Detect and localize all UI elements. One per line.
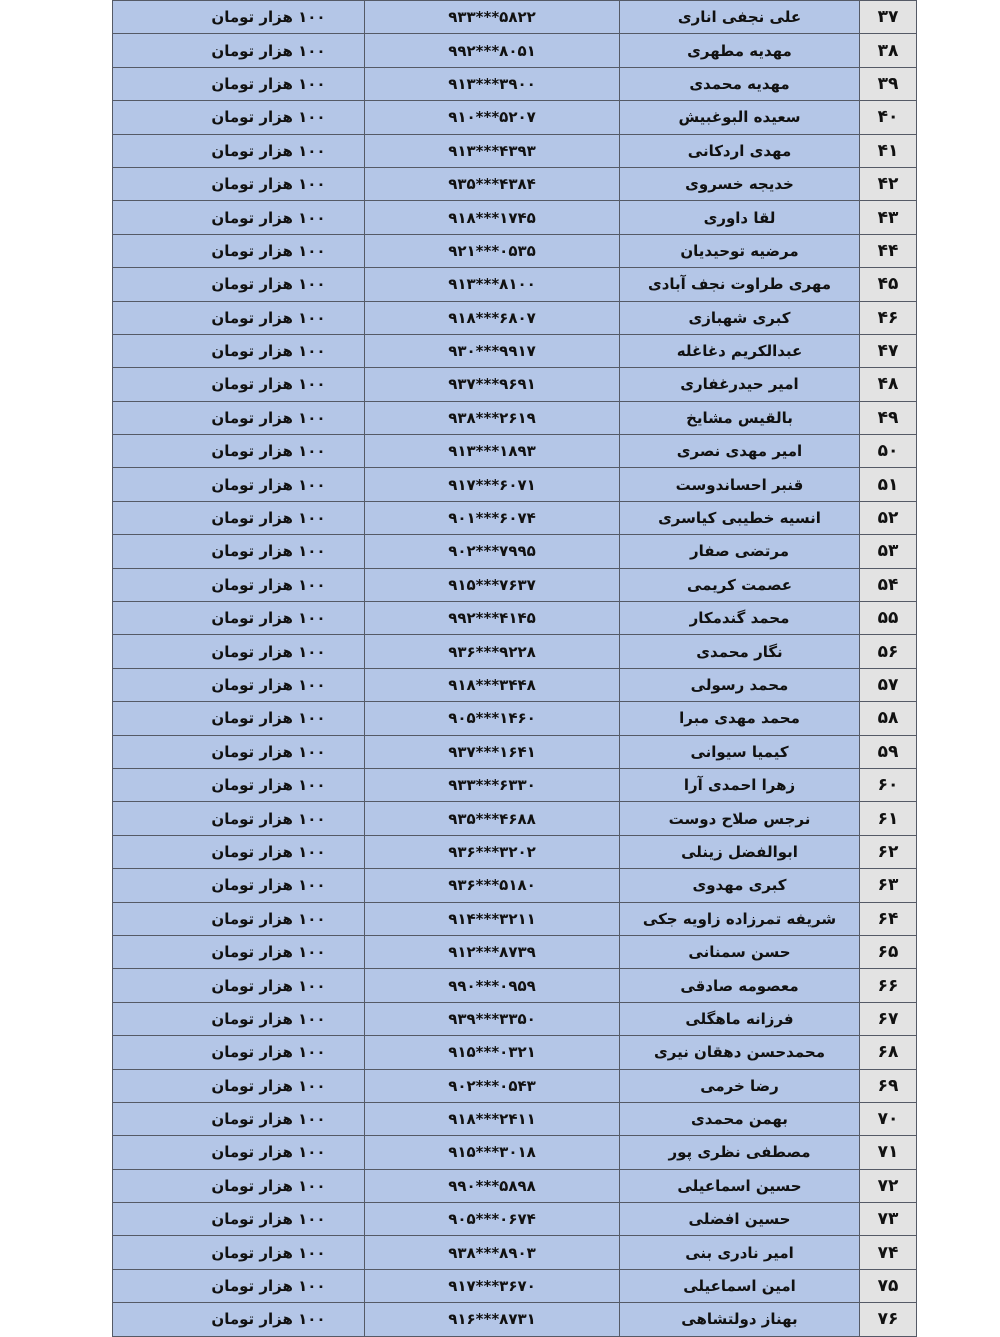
phone-number: ۹۱۳***۱۸۹۳ bbox=[365, 435, 620, 468]
phone-number: ۹۹۲***۴۱۴۵ bbox=[365, 602, 620, 635]
row-number: ۴۱ bbox=[860, 134, 917, 167]
phone-number: ۹۱۶***۸۷۳۱ bbox=[365, 1303, 620, 1336]
row-number: ۶۲ bbox=[860, 835, 917, 868]
row-number: ۳۹ bbox=[860, 67, 917, 100]
row-number: ۵۴ bbox=[860, 568, 917, 601]
table-row bbox=[113, 201, 917, 234]
row-number: ۵۳ bbox=[860, 535, 917, 568]
table-row bbox=[113, 1036, 917, 1069]
phone-number: ۹۰۱***۶۰۷۴ bbox=[365, 501, 620, 534]
winner-name: عصمت کریمی bbox=[620, 568, 860, 601]
phone-number: ۹۰۵***۱۴۶۰ bbox=[365, 702, 620, 735]
phone-number: ۹۱۵***۳۰۱۸ bbox=[365, 1136, 620, 1169]
row-number: ۴۰ bbox=[860, 101, 917, 134]
winner-name: مصطفی نظری پور bbox=[620, 1136, 860, 1169]
table-row bbox=[113, 1102, 917, 1135]
prize-amount: ۱۰۰ هزار تومان bbox=[113, 1069, 365, 1102]
winner-name: محمد مهدی مبرا bbox=[620, 702, 860, 735]
row-number: ۴۳ bbox=[860, 201, 917, 234]
phone-number: ۹۱۴***۳۲۱۱ bbox=[365, 902, 620, 935]
prize-amount: ۱۰۰ هزار تومان bbox=[113, 1303, 365, 1336]
row-number: ۷۶ bbox=[860, 1303, 917, 1336]
table-row bbox=[113, 635, 917, 668]
winner-name: محمد گندمکار bbox=[620, 602, 860, 635]
table-row bbox=[113, 501, 917, 534]
winner-name: معصومه صادقی bbox=[620, 969, 860, 1002]
row-number: ۳۷ bbox=[860, 1, 917, 34]
row-number: ۵۵ bbox=[860, 602, 917, 635]
winner-name: علی نجفی اناری bbox=[620, 1, 860, 34]
phone-number: ۹۱۳***۳۹۰۰ bbox=[365, 67, 620, 100]
row-number: ۵۹ bbox=[860, 735, 917, 768]
row-number: ۳۸ bbox=[860, 34, 917, 67]
row-number: ۶۹ bbox=[860, 1069, 917, 1102]
prize-amount: ۱۰۰ هزار تومان bbox=[113, 535, 365, 568]
row-number: ۴۶ bbox=[860, 301, 917, 334]
table-row bbox=[113, 1236, 917, 1269]
phone-number: ۹۱۸***۲۴۱۱ bbox=[365, 1102, 620, 1135]
table-row bbox=[113, 1, 917, 34]
winner-name: امیر مهدی نصری bbox=[620, 435, 860, 468]
table-row bbox=[113, 34, 917, 67]
winner-name: لقا داوری bbox=[620, 201, 860, 234]
table-row bbox=[113, 835, 917, 868]
prize-amount: ۱۰۰ هزار تومان bbox=[113, 101, 365, 134]
row-number: ۶۳ bbox=[860, 869, 917, 902]
phone-number: ۹۱۲***۸۷۳۹ bbox=[365, 935, 620, 968]
winner-name: نگار محمدی bbox=[620, 635, 860, 668]
row-number: ۶۰ bbox=[860, 768, 917, 801]
winner-name: مهدیه مطهری bbox=[620, 34, 860, 67]
table-row bbox=[113, 435, 917, 468]
table-row bbox=[113, 935, 917, 968]
row-number: ۵۷ bbox=[860, 668, 917, 701]
phone-number: ۹۳۳***۵۸۲۲ bbox=[365, 1, 620, 34]
table-row bbox=[113, 167, 917, 200]
row-number: ۴۴ bbox=[860, 234, 917, 267]
prize-amount: ۱۰۰ هزار تومان bbox=[113, 1102, 365, 1135]
row-number: ۵۶ bbox=[860, 635, 917, 668]
winner-name: رضا خرمی bbox=[620, 1069, 860, 1102]
table-row bbox=[113, 134, 917, 167]
row-number: ۶۷ bbox=[860, 1002, 917, 1035]
prize-amount: ۱۰۰ هزار تومان bbox=[113, 1002, 365, 1035]
table-row bbox=[113, 735, 917, 768]
table-row bbox=[113, 568, 917, 601]
prize-amount: ۱۰۰ هزار تومان bbox=[113, 1269, 365, 1302]
prize-amount: ۱۰۰ هزار تومان bbox=[113, 134, 365, 167]
winner-name: عبدالکریم دغاغله bbox=[620, 334, 860, 367]
prize-amount: ۱۰۰ هزار تومان bbox=[113, 969, 365, 1002]
table-row bbox=[113, 1136, 917, 1169]
table-row bbox=[113, 468, 917, 501]
prize-amount: ۱۰۰ هزار تومان bbox=[113, 234, 365, 267]
prize-amount: ۱۰۰ هزار تومان bbox=[113, 1, 365, 34]
table-row bbox=[113, 702, 917, 735]
phone-number: ۹۹۲***۸۰۵۱ bbox=[365, 34, 620, 67]
winner-name: انسیه خطیبی کیاسری bbox=[620, 501, 860, 534]
phone-number: ۹۰۲***۷۹۹۵ bbox=[365, 535, 620, 568]
phone-number: ۹۳۵***۴۶۸۸ bbox=[365, 802, 620, 835]
phone-number: ۹۱۵***۰۳۲۱ bbox=[365, 1036, 620, 1069]
winner-name: سعیده البوغبیش bbox=[620, 101, 860, 134]
table-row bbox=[113, 535, 917, 568]
prize-amount: ۱۰۰ هزار تومان bbox=[113, 435, 365, 468]
winner-name: محمد رسولی bbox=[620, 668, 860, 701]
prize-amount: ۱۰۰ هزار تومان bbox=[113, 635, 365, 668]
table-row bbox=[113, 902, 917, 935]
phone-number: ۹۲۱***۰۵۳۵ bbox=[365, 234, 620, 267]
prize-amount: ۱۰۰ هزار تومان bbox=[113, 902, 365, 935]
winner-name: امیر حیدرغفاری bbox=[620, 368, 860, 401]
phone-number: ۹۳۶***۵۱۸۰ bbox=[365, 869, 620, 902]
prize-amount: ۱۰۰ هزار تومان bbox=[113, 468, 365, 501]
phone-number: ۹۱۵***۷۶۳۷ bbox=[365, 568, 620, 601]
table-row bbox=[113, 768, 917, 801]
prize-amount: ۱۰۰ هزار تومان bbox=[113, 167, 365, 200]
table-row bbox=[113, 67, 917, 100]
phone-number: ۹۰۵***۰۶۷۴ bbox=[365, 1203, 620, 1236]
row-number: ۴۲ bbox=[860, 167, 917, 200]
winner-name: مهری طراوت نجف آبادی bbox=[620, 268, 860, 301]
winner-name: امین اسماعیلی bbox=[620, 1269, 860, 1302]
winners-table-body bbox=[113, 1, 917, 1337]
row-number: ۶۴ bbox=[860, 902, 917, 935]
prize-amount: ۱۰۰ هزار تومان bbox=[113, 34, 365, 67]
winner-name: مرضیه توحیدیان bbox=[620, 234, 860, 267]
table-row bbox=[113, 101, 917, 134]
phone-number: ۹۱۰***۵۲۰۷ bbox=[365, 101, 620, 134]
prize-amount: ۱۰۰ هزار تومان bbox=[113, 401, 365, 434]
phone-number: ۹۱۷***۶۰۷۱ bbox=[365, 468, 620, 501]
phone-number: ۹۳۵***۴۳۸۴ bbox=[365, 167, 620, 200]
winner-name: حسین اسماعیلی bbox=[620, 1169, 860, 1202]
winner-name: کبری مهدوی bbox=[620, 869, 860, 902]
winner-name: حسین افضلی bbox=[620, 1203, 860, 1236]
table-row bbox=[113, 368, 917, 401]
prize-amount: ۱۰۰ هزار تومان bbox=[113, 1036, 365, 1069]
phone-number: ۹۳۸***۲۶۱۹ bbox=[365, 401, 620, 434]
row-number: ۴۹ bbox=[860, 401, 917, 434]
table-row bbox=[113, 401, 917, 434]
winner-name: قنبر احساندوست bbox=[620, 468, 860, 501]
phone-number: ۹۱۸***۶۸۰۷ bbox=[365, 301, 620, 334]
phone-number: ۹۳۷***۹۶۹۱ bbox=[365, 368, 620, 401]
row-number: ۵۸ bbox=[860, 702, 917, 735]
phone-number: ۹۳۹***۳۳۵۰ bbox=[365, 1002, 620, 1035]
table-row bbox=[113, 268, 917, 301]
prize-amount: ۱۰۰ هزار تومان bbox=[113, 368, 365, 401]
winner-name: نرجس صلاح دوست bbox=[620, 802, 860, 835]
prize-amount: ۱۰۰ هزار تومان bbox=[113, 268, 365, 301]
prize-amount: ۱۰۰ هزار تومان bbox=[113, 1236, 365, 1269]
row-number: ۷۲ bbox=[860, 1169, 917, 1202]
table-row bbox=[113, 969, 917, 1002]
prize-amount: ۱۰۰ هزار تومان bbox=[113, 668, 365, 701]
row-number: ۶۱ bbox=[860, 802, 917, 835]
winner-name: بالقیس مشایخ bbox=[620, 401, 860, 434]
phone-number: ۹۰۲***۰۵۴۳ bbox=[365, 1069, 620, 1102]
prize-amount: ۱۰۰ هزار تومان bbox=[113, 702, 365, 735]
row-number: ۷۱ bbox=[860, 1136, 917, 1169]
prize-amount: ۱۰۰ هزار تومان bbox=[113, 67, 365, 100]
prize-amount: ۱۰۰ هزار تومان bbox=[113, 301, 365, 334]
winner-name: شریفه تمرزاده زاویه جکی bbox=[620, 902, 860, 935]
prize-amount: ۱۰۰ هزار تومان bbox=[113, 602, 365, 635]
table-row bbox=[113, 1303, 917, 1336]
winner-name: کبری شهبازی bbox=[620, 301, 860, 334]
row-number: ۵۲ bbox=[860, 501, 917, 534]
row-number: ۷۵ bbox=[860, 1269, 917, 1302]
winner-name: مهدی اردکانی bbox=[620, 134, 860, 167]
table-row bbox=[113, 1002, 917, 1035]
row-number: ۷۴ bbox=[860, 1236, 917, 1269]
prize-amount: ۱۰۰ هزار تومان bbox=[113, 568, 365, 601]
winners-sheet bbox=[112, 0, 915, 1337]
table-row bbox=[113, 1169, 917, 1202]
phone-number: ۹۱۸***۱۷۴۵ bbox=[365, 201, 620, 234]
winner-name: مهدیه محمدی bbox=[620, 67, 860, 100]
prize-amount: ۱۰۰ هزار تومان bbox=[113, 835, 365, 868]
phone-number: ۹۱۷***۳۶۷۰ bbox=[365, 1269, 620, 1302]
table-row bbox=[113, 334, 917, 367]
prize-amount: ۱۰۰ هزار تومان bbox=[113, 1169, 365, 1202]
winner-name: فرزانه ماهگلی bbox=[620, 1002, 860, 1035]
row-number: ۷۳ bbox=[860, 1203, 917, 1236]
prize-amount: ۱۰۰ هزار تومان bbox=[113, 935, 365, 968]
phone-number: ۹۳۷***۱۶۴۱ bbox=[365, 735, 620, 768]
prize-amount: ۱۰۰ هزار تومان bbox=[113, 501, 365, 534]
row-number: ۴۵ bbox=[860, 268, 917, 301]
prize-amount: ۱۰۰ هزار تومان bbox=[113, 334, 365, 367]
winner-name: بهناز دولتشاهی bbox=[620, 1303, 860, 1336]
winners-table bbox=[112, 0, 917, 1337]
phone-number: ۹۱۳***۸۱۰۰ bbox=[365, 268, 620, 301]
table-row bbox=[113, 668, 917, 701]
prize-amount: ۱۰۰ هزار تومان bbox=[113, 735, 365, 768]
table-row bbox=[113, 1203, 917, 1236]
winner-name: حسن سمنانی bbox=[620, 935, 860, 968]
table-row bbox=[113, 301, 917, 334]
winner-name: کیمیا سیوانی bbox=[620, 735, 860, 768]
winner-name: مرتضی صفار bbox=[620, 535, 860, 568]
winner-name: زهرا احمدی آرا bbox=[620, 768, 860, 801]
phone-number: ۹۹۰***۰۹۵۹ bbox=[365, 969, 620, 1002]
winner-name: ابوالفضل زینلی bbox=[620, 835, 860, 868]
winner-name: بهمن محمدی bbox=[620, 1102, 860, 1135]
phone-number: ۹۳۶***۳۲۰۲ bbox=[365, 835, 620, 868]
phone-number: ۹۱۸***۳۴۴۸ bbox=[365, 668, 620, 701]
row-number: ۶۸ bbox=[860, 1036, 917, 1069]
phone-number: ۹۹۰***۵۸۹۸ bbox=[365, 1169, 620, 1202]
row-number: ۶۶ bbox=[860, 969, 917, 1002]
row-number: ۶۵ bbox=[860, 935, 917, 968]
prize-amount: ۱۰۰ هزار تومان bbox=[113, 1203, 365, 1236]
row-number: ۴۷ bbox=[860, 334, 917, 367]
winner-name: محمدحسن دهقان نیری bbox=[620, 1036, 860, 1069]
phone-number: ۹۱۳***۴۳۹۳ bbox=[365, 134, 620, 167]
prize-amount: ۱۰۰ هزار تومان bbox=[113, 768, 365, 801]
prize-amount: ۱۰۰ هزار تومان bbox=[113, 869, 365, 902]
prize-amount: ۱۰۰ هزار تومان bbox=[113, 201, 365, 234]
table-row bbox=[113, 1069, 917, 1102]
phone-number: ۹۳۸***۸۹۰۳ bbox=[365, 1236, 620, 1269]
winner-name: امیر نادری بنی bbox=[620, 1236, 860, 1269]
table-row bbox=[113, 869, 917, 902]
table-row bbox=[113, 602, 917, 635]
table-row bbox=[113, 234, 917, 267]
row-number: ۴۸ bbox=[860, 368, 917, 401]
prize-amount: ۱۰۰ هزار تومان bbox=[113, 802, 365, 835]
phone-number: ۹۳۶***۹۲۲۸ bbox=[365, 635, 620, 668]
winner-name: خدیجه خسروی bbox=[620, 167, 860, 200]
prize-amount: ۱۰۰ هزار تومان bbox=[113, 1136, 365, 1169]
row-number: ۵۱ bbox=[860, 468, 917, 501]
table-row bbox=[113, 802, 917, 835]
table-row bbox=[113, 1269, 917, 1302]
phone-number: ۹۳۰***۹۹۱۷ bbox=[365, 334, 620, 367]
row-number: ۷۰ bbox=[860, 1102, 917, 1135]
row-number: ۵۰ bbox=[860, 435, 917, 468]
phone-number: ۹۳۳***۶۳۳۰ bbox=[365, 768, 620, 801]
